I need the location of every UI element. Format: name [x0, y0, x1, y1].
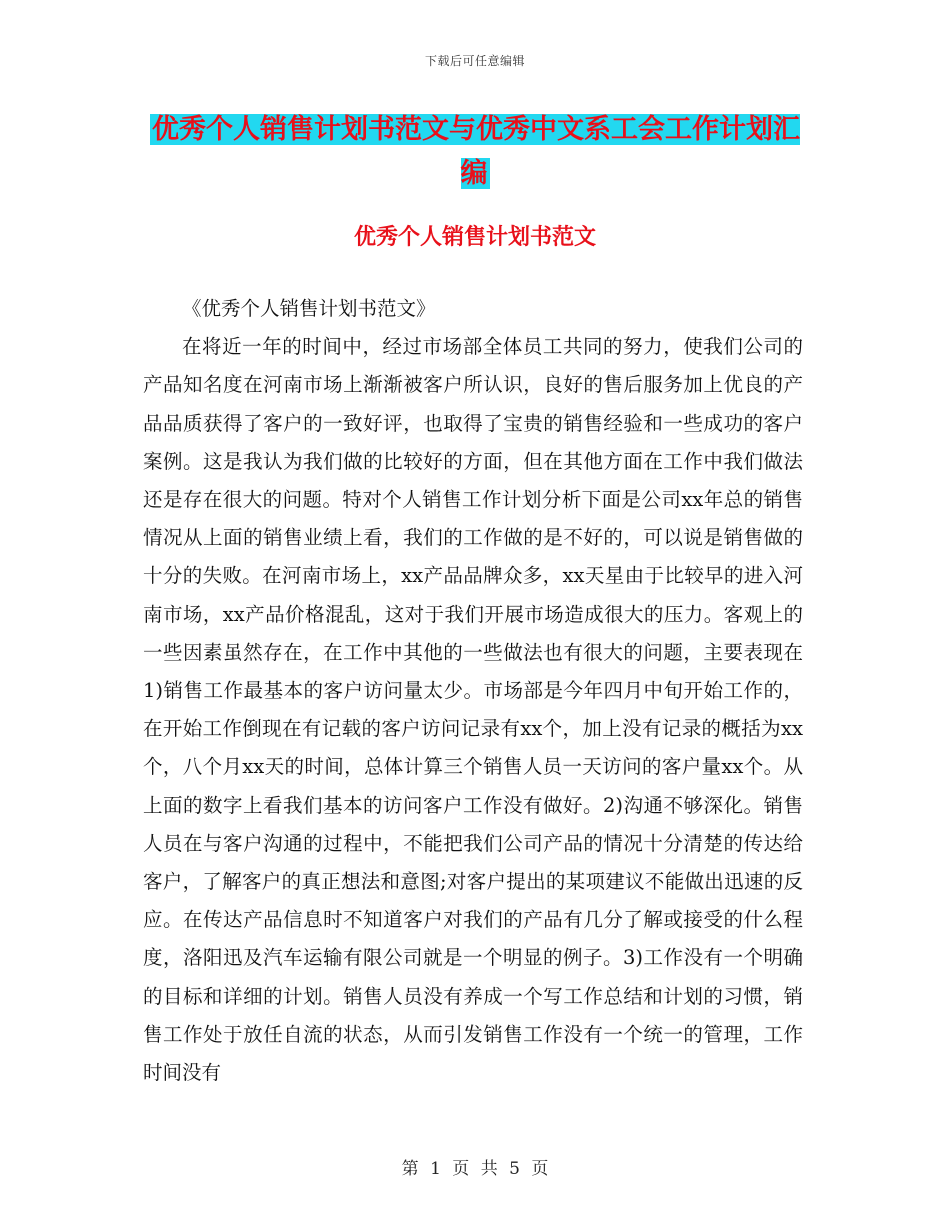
- body-text: [143, 290, 803, 1092]
- paragraph-book-title: 《优秀个人销售计划书范文》: [182, 297, 436, 320]
- document-title: [140, 108, 810, 196]
- page-number: 第 1 页 共 5 页: [401, 1159, 549, 1179]
- paragraph-main: 在将近一年的时间中，经过市场部全体员工共同的努力，使我们公司的产品知名度在河南市场上渐渐被客户所认识，良好的售后服务加上优良的产品品质获得了客户的一致好评，也取得了宝贵的销售经验和一些成功的客户案例。这是我认为我们做的比较好的方面，但在其他方面在工作中我们做法还是存在很大的问题。特对个人销售工作计划分析下面是公司xx年总的销售情况从上面的销售业绩上看，我们的工作做的是不好的，可以说是销售做的十分的失败。在河南市场上，xx产品品牌众多，xx天星由于比较早的进入河南市场，xx产品价格混乱，这对于我们开展市场造成很大的压力。客观上的一些因素虽然存在，在工作中其他的一些做法也有很大的问题，主要表现在1)销售工作最基本的客户访问量太少。市场部是今年四月中旬开始工作的，在开始工作倒现在有记载的客户访问记录有xx个，加上没有记录的概括为xx个，八个月xx天的时间，总体计算三个销售人员一天访问的客户量xx个。从上面的数字上看我们基本的访问客户工作没有做好。2)沟通不够深化。销售人员在与客户沟通的过程中，不能把我们公司产品的情况十分清楚的传达给客户，了解客户的真正想法和意图;对客户提出的某项建议不能做出迅速的反应。在传达产品信息时不知道客户对我们的产品有几分了解或接受的什么程度，洛阳迅及汽车运输有限公司就是一个明显的例子。3)工作没有一个明确的目标和详细的计划。销售人员没有养成一个写工作总结和计划的习惯，销售工作处于放任自流的状态，从而引发销售工作没有一个统一的管理，工作时间没有: [143, 335, 803, 1085]
- header-note: 下载后可任意编辑: [424, 54, 525, 68]
- section-title: 优秀个人销售计划书范文: [353, 225, 596, 250]
- document-title-text: 优秀个人销售计划书范文与优秀中文系工会工作计划汇编: [152, 114, 800, 189]
